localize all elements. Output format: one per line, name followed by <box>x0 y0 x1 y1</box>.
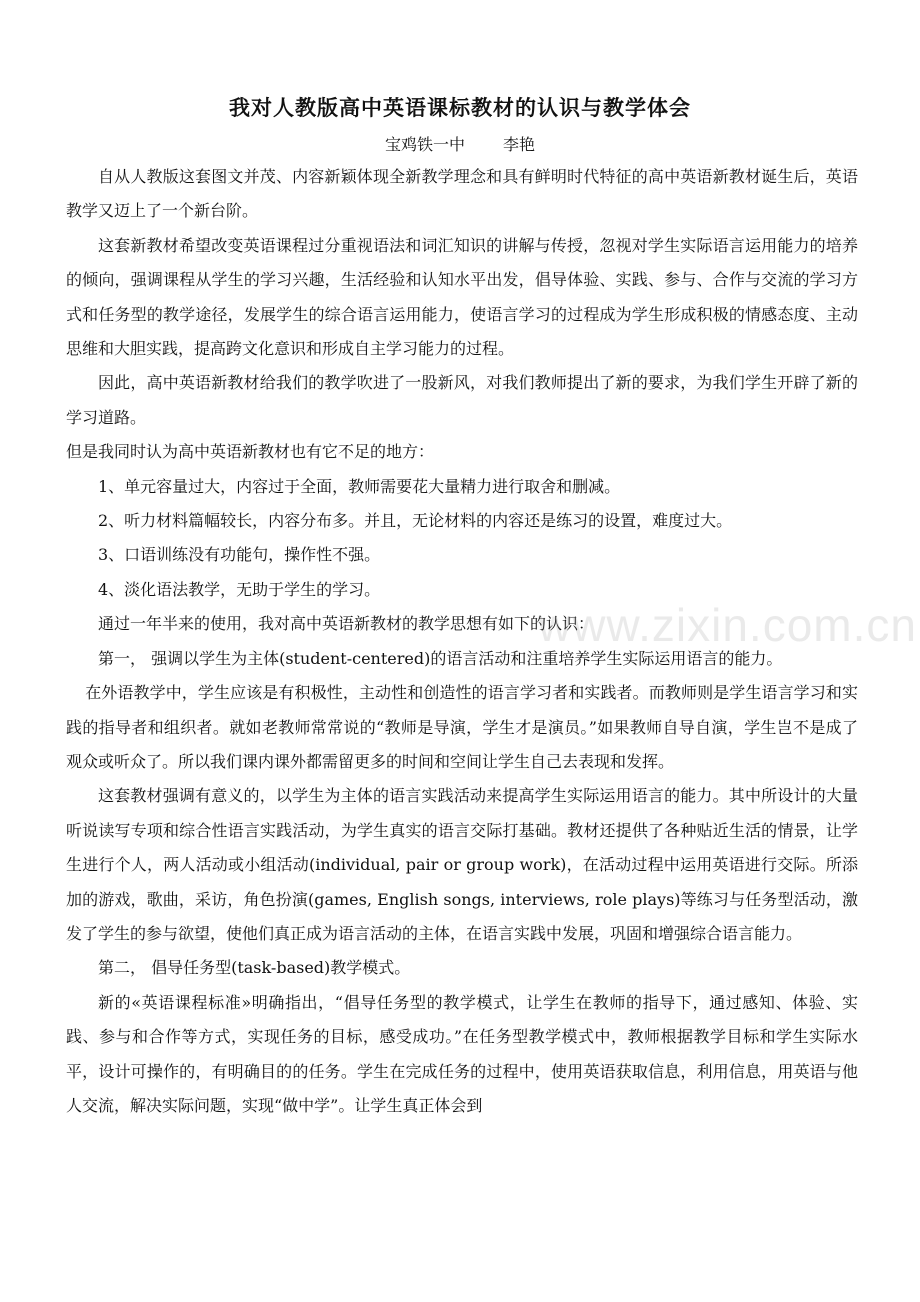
list-item: 1、单元容量过大，内容过于全面，教师需要花大量精力进行取舍和删减。 <box>98 476 621 496</box>
watermark: www.zixin.com.cn <box>538 599 917 651</box>
paragraph: 通过一年半来的使用，我对高中英语新教材的教学思想有如下的认识： <box>98 614 595 634</box>
paragraph: 自从人教版这套图文并茂、内容新颖体现全新教学理念和具有鲜明时代特征的高中英语新教材诞生后，英语教学又迈上了一个新台阶。 <box>66 167 858 221</box>
list-item: 3、口语训练没有功能句，操作性不强。 <box>98 545 381 565</box>
paragraph: 因此，高中英语新教材给我们的教学吹进了一股新风，对我们教师提出了新的要求，为我们学生开辟了新的学习道路。 <box>66 373 858 427</box>
paragraph: 这套新教材希望改变英语课程过分重视语法和词汇知识的讲解与传授，忽视对学生实际语言运用能力的培养的倾向，强调课程从学生的学习兴趣，生活经验和认知水平出发，倡导体验、实践、参与、合作与交流的学习方式和任务型的教学途径，发展学生的综合语言运用能力，使语言学习的过程成为学生形成积极的情感态度、主动思维和大胆实践，提高跨文化意识和形成自主学习能力的过程。 <box>66 235 858 359</box>
section-heading: 第一， 强调以学生为主体(student-centered)的语言活动和注重培养学生实际运用语言的能力。 <box>98 648 783 668</box>
list-item: 2、听力材料篇幅较长，内容分布多。并且，无论材料的内容还是练习的设置，难度过大。 <box>98 511 733 531</box>
document-body <box>66 160 858 1123</box>
author-line <box>0 132 920 155</box>
paragraph: 这套教材强调有意义的，以学生为主体的语言实践活动来提高学生实际运用语言的能力。其中所设计的大量听说读写专项和综合性语言实践活动，为学生真实的语言交际打基础。教材还提供了各种贴近生活的情景，让学生进行个人，两人活动或小组活动(individual, pair or group work)，在活动过程中运用英语进行交际。所添加的游戏，歌曲，采访，角色扮演(games, English songs, interviews, role plays)等练习与任务型活动，激发了学生的参与欲望，使他们真正成为语言活动的主体，在语言实践中发展，巩固和增强综合语言能力。 <box>66 786 858 943</box>
document-title: 我对人教版高中英语课标教材的认识与教学体会 <box>229 95 691 120</box>
author-name: 李艳 <box>503 135 536 154</box>
paragraph: 在外语教学中，学生应该是有积极性，主动性和创造性的语言学习者和实践者。而教师则是学生语言学习和实践的指导者和组织者。就如老教师常常说的“教师是导演，学生才是演员。”如果教师自导自演，学生岂不是成了观众或听众了。所以我们课内课外都需留更多的时间和空间让学生自己去表现和发挥。 <box>66 683 858 771</box>
school-name: 宝鸡铁一中 <box>384 135 465 154</box>
paragraph: 新的«英语课程标准»明确指出，“倡导任务型的教学模式，让学生在教师的指导下，通过感知、体验、实践、参与和合作等方式，实现任务的目标，感受成功。”在任务型教学模式中，教师根据教学目标和学生实际水平，设计可操作的，有明确目的的任务。学生在完成任务的过程中，使用英语获取信息，利用信息，用英语与他人交流，解决实际问题，实现“做中学”。让学生真正体会到 <box>66 992 858 1115</box>
paragraph: 但是我同时认为高中英语新教材也有它不足的地方： <box>66 442 435 462</box>
section-heading: 第二， 倡导任务型(task-based)教学模式。 <box>98 958 411 978</box>
list-item: 4、淡化语法教学，无助于学生的学习。 <box>98 579 381 599</box>
